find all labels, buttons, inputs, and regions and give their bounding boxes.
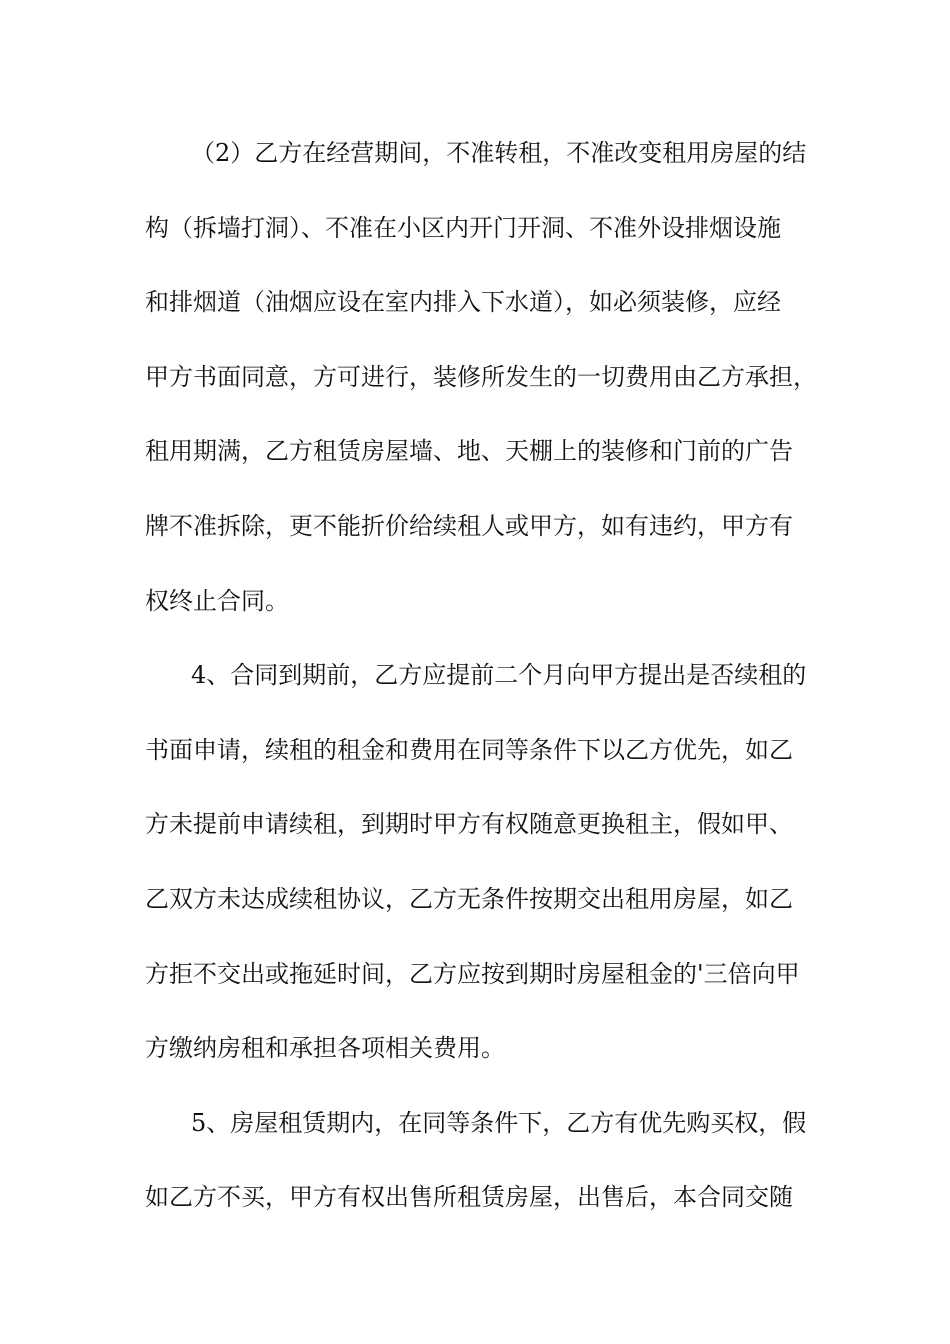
text-line: 乙双方未达成续租协议，乙方无条件按期交出租用房屋，如乙: [145, 884, 793, 913]
text-line: 牌不准拆除，更不能折价给续租人或甲方，如有违约，甲方有: [145, 511, 793, 540]
text-line: 方拒不交出或拖延时间，乙方应按到期时房屋租金的'三倍向甲: [145, 959, 800, 988]
text-line: 构（拆墙打洞）、不准在小区内开门开洞、不准外设排烟设施: [145, 213, 781, 242]
text-line: 4、合同到期前，乙方应提前二个月向甲方提出是否续租的: [191, 661, 807, 690]
text-line: 方未提前申请续租，到期时甲方有权随意更换租主，假如甲、: [145, 810, 793, 839]
text-line: 和排烟道（油烟应设在室内排入下水道），如必须装修，应经: [145, 288, 781, 317]
document-body: [145, 131, 835, 1250]
text-line: 甲方书面同意，方可进行，装修所发生的一切费用由乙方承担，: [145, 362, 817, 391]
text-line: 5、房屋租赁期内，在同等条件下，乙方有优先购买权，假: [191, 1108, 807, 1137]
text-line: 方缴纳房租和承担各项相关费用。: [145, 1034, 505, 1063]
text-line: 书面申请，续租的租金和费用在同等条件下以乙方优先，如乙: [145, 735, 793, 764]
text-line: 租用期满，乙方租赁房屋墙、地、天棚上的装修和门前的广告: [145, 437, 793, 466]
text-line: 权终止合同。: [145, 586, 289, 615]
text-line: （2）乙方在经营期间，不准转租，不准改变租用房屋的结: [191, 139, 807, 167]
text-line: 如乙方不买，甲方有权出售所租赁房屋，出售后，本合同交随: [145, 1183, 793, 1212]
